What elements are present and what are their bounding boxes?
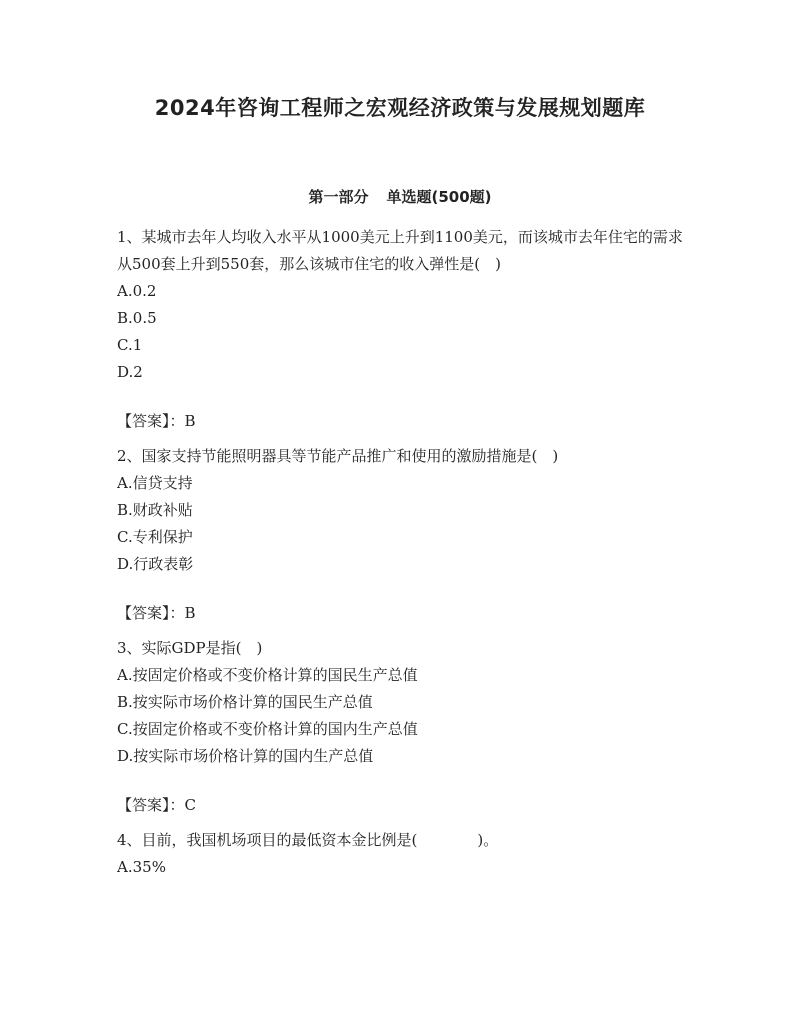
- question-4: [117, 827, 687, 881]
- answer-line: 【答案】：C: [117, 796, 196, 814]
- section-type: 单选题(500题): [386, 188, 492, 206]
- document-title: 2024年咨询工程师之宏观经济政策与发展规划题库: [154, 96, 646, 120]
- question-3: [117, 635, 687, 819]
- option-b: B.按实际市场价格计算的国民生产总值: [117, 693, 373, 711]
- answer-line: 【答案】：B: [117, 412, 196, 430]
- option-d: D.2: [117, 363, 143, 381]
- answer-line: 【答案】：B: [117, 604, 196, 622]
- question-stem: 3、实际GDP是指( ): [117, 639, 263, 657]
- option-a: A.信贷支持: [117, 474, 193, 492]
- section-part: 第一部分: [308, 188, 369, 206]
- question-stem: 1、某城市去年人均收入水平从1000美元上升到1100美元，而该城市去年住宅的需求从500套上升到550套，那么该城市住宅的收入弹性是( ): [117, 228, 683, 273]
- option-d: D.按实际市场价格计算的国内生产总值: [117, 747, 374, 765]
- option-c: C.专利保护: [117, 528, 193, 546]
- question-stem: 2、国家支持节能照明器具等节能产品推广和使用的激励措施是( ): [117, 447, 559, 465]
- question-stem: 4、目前，我国机场项目的最低资本金比例是( )。: [117, 831, 499, 849]
- option-a: A.按固定价格或不变价格计算的国民生产总值: [117, 666, 418, 684]
- option-b: B.0.5: [117, 309, 157, 327]
- option-d: D.行政表彰: [117, 555, 194, 573]
- question-2: [117, 443, 687, 627]
- question-1: [117, 224, 687, 435]
- option-b: B.财政补贴: [117, 501, 193, 519]
- option-a: A.0.2: [117, 282, 157, 300]
- option-c: C.按固定价格或不变价格计算的国内生产总值: [117, 720, 418, 738]
- question-list: [117, 224, 687, 881]
- option-c: C.1: [117, 336, 143, 354]
- option-a: A.35%: [117, 858, 166, 876]
- section-heading: [0, 186, 800, 207]
